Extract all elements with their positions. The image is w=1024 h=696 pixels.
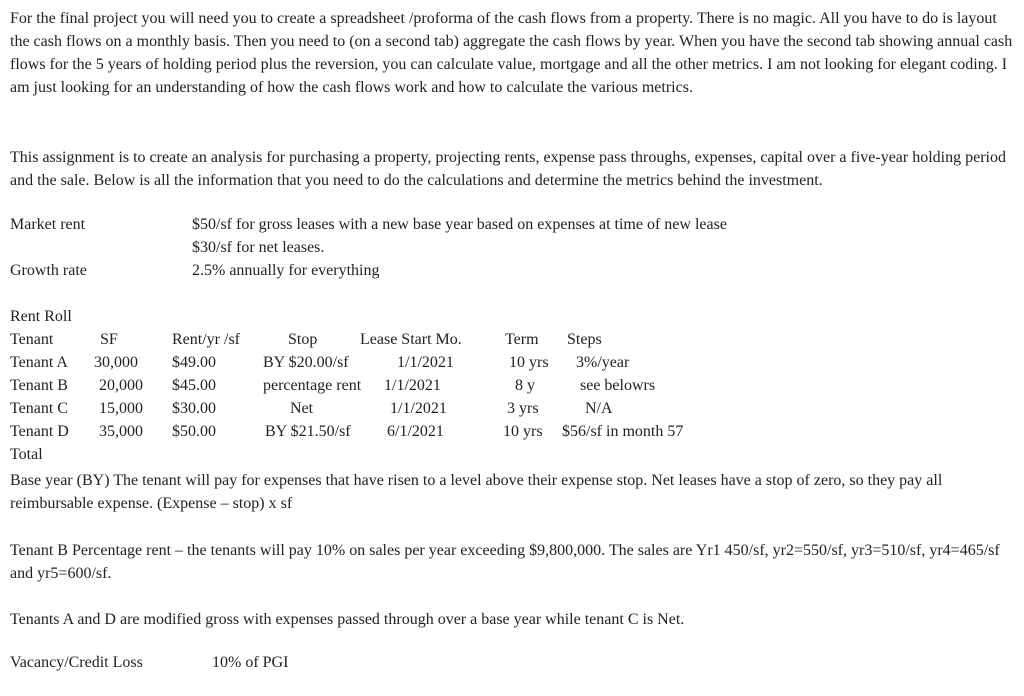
vacancy-label: Vacancy/Credit Loss bbox=[10, 654, 143, 671]
base-year-note: Base year (BY) The tenant will pay for expenses that have risen to a level above their expense stop. Net leases have a stop of zero, so they pay all reimbursable expense. (Expense – stop) x sf bbox=[10, 472, 943, 512]
tenant-stop: percentage rent bbox=[263, 377, 362, 394]
modified-gross-note: Tenants A and D are modified gross with expenses passed through over a base year while tenant C is Net. bbox=[10, 611, 685, 628]
tenant-rent: $45.00 bbox=[172, 377, 216, 394]
tenant-term: 10 yrs bbox=[503, 423, 543, 440]
header-lease-start: Lease Start Mo. bbox=[360, 331, 462, 348]
tenant-lease-start: 1/1/2021 bbox=[397, 354, 454, 371]
tenant-sf: 20,000 bbox=[99, 377, 143, 394]
header-stop: Stop bbox=[288, 331, 318, 348]
tenant-steps: see belowrs bbox=[580, 377, 656, 394]
tenant-steps: N/A bbox=[585, 400, 613, 417]
tenant-rent: $30.00 bbox=[172, 400, 216, 417]
tenant-stop: BY $21.50/sf bbox=[265, 423, 351, 440]
rent-roll-total-label: Total bbox=[10, 446, 43, 463]
tenant-b-percentage-rent-note: Tenant B Percentage rent – the tenants will pay 10% on sales per year exceeding $9,800,000. The sales are Yr1 450/sf, yr2=550/sf, yr3=510/sf, yr4=465/sf and yr5=600/sf. bbox=[10, 542, 1000, 582]
tenant-name: Tenant C bbox=[10, 400, 68, 417]
header-term: Term bbox=[505, 331, 539, 348]
tenant-name: Tenant D bbox=[10, 423, 69, 440]
intro-paragraph: For the final project you will need you to create a spreadsheet /proforma of the cash flows from a property. There is no magic. All you have to do is layout the cash flows on a monthly basis. Then you need to (on a second tab) aggregate the cash flows by year. When you have the second tab showing annual cash flows for the 5 years of holding period plus the reversion, you can calculate value, mortgage and all the other metrics. I am not looking for elegant coding. I am just looking for an understanding of how the cash flows work and how to calculate the various metrics. bbox=[10, 10, 1013, 96]
assignment-paragraph: This assignment is to create an analysis for purchasing a property, projecting rents, expense pass throughs, expenses, capital over a five-year holding period and the sale. Below is all the information that you need to do the calculations and determine the metrics behind the investment. bbox=[10, 149, 1006, 189]
market-rent-net: $30/sf for net leases. bbox=[192, 239, 325, 256]
header-sf: SF bbox=[100, 331, 118, 348]
header-tenant: Tenant bbox=[10, 331, 54, 348]
header-steps: Steps bbox=[567, 331, 602, 348]
growth-rate-value: 2.5% annually for everything bbox=[192, 262, 380, 279]
tenant-stop: BY $20.00/sf bbox=[263, 354, 349, 371]
tenant-steps: 3%/year bbox=[576, 354, 630, 371]
tenant-lease-start: 1/1/2021 bbox=[390, 400, 447, 417]
tenant-term: 10 yrs bbox=[509, 354, 549, 371]
tenant-sf: 30,000 bbox=[94, 354, 138, 371]
market-rent-gross: $50/sf for gross leases with a new base year based on expenses at time of new lease bbox=[192, 216, 727, 233]
tenant-steps: $56/sf in month 57 bbox=[562, 423, 684, 440]
tenant-sf: 15,000 bbox=[99, 400, 143, 417]
tenant-name: Tenant A bbox=[10, 354, 68, 371]
growth-rate-label: Growth rate bbox=[10, 262, 87, 279]
vacancy-value: 10% of PGI bbox=[212, 654, 289, 671]
tenant-name: Tenant B bbox=[10, 377, 68, 394]
tenant-term: 8 y bbox=[515, 377, 535, 394]
market-rent-label: Market rent bbox=[10, 216, 86, 233]
tenant-lease-start: 1/1/2021 bbox=[384, 377, 441, 394]
tenant-stop: Net bbox=[290, 400, 314, 417]
rent-roll-title: Rent Roll bbox=[10, 308, 72, 325]
header-rent: Rent/yr /sf bbox=[172, 331, 240, 348]
tenant-sf: 35,000 bbox=[99, 423, 143, 440]
tenant-rent: $49.00 bbox=[172, 354, 216, 371]
tenant-term: 3 yrs bbox=[507, 400, 539, 417]
tenant-rent: $50.00 bbox=[172, 423, 216, 440]
tenant-lease-start: 6/1/2021 bbox=[387, 423, 444, 440]
